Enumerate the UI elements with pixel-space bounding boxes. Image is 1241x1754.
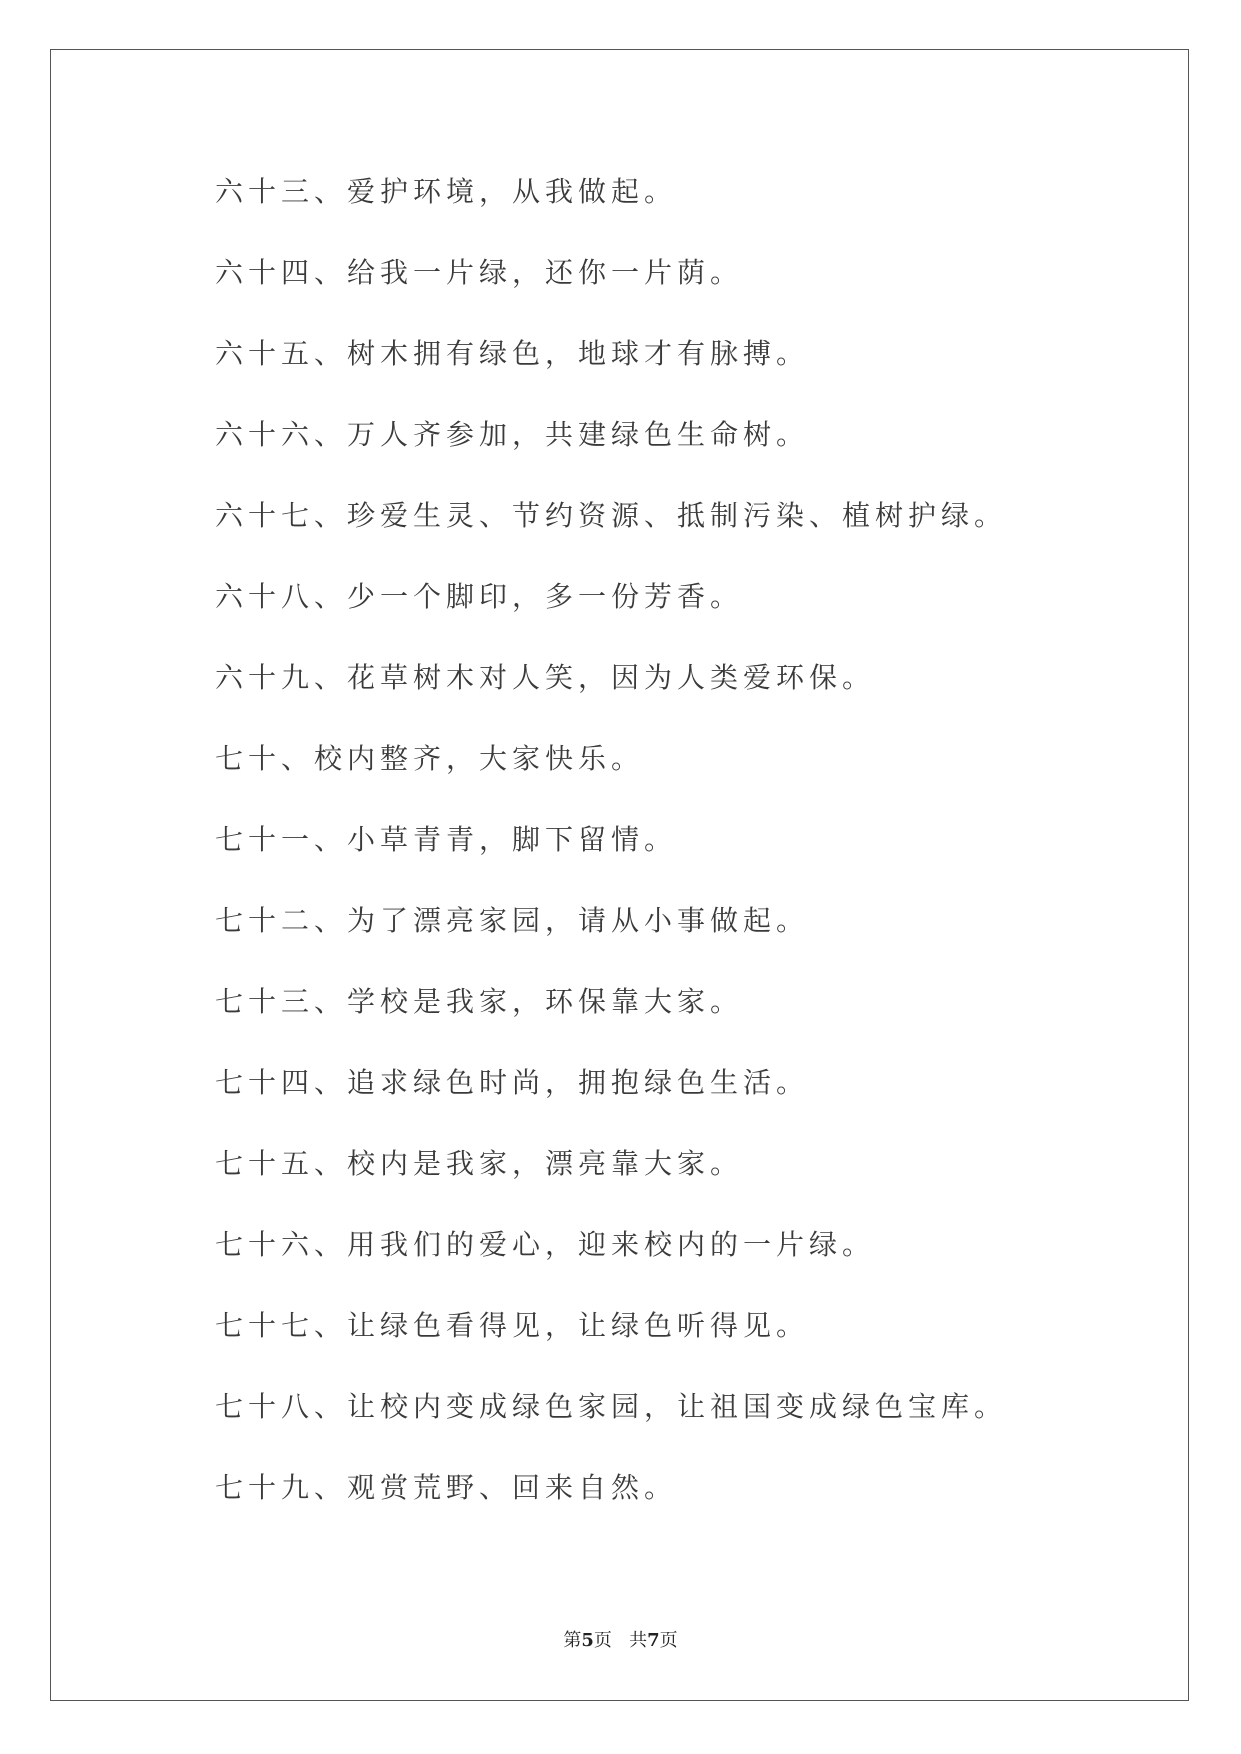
page-prefix: 第 bbox=[563, 1630, 582, 1651]
slogan-line: 七十一、小草青青，脚下留情。 bbox=[215, 823, 678, 856]
slogan-line: 七十三、学校是我家，环保靠大家。 bbox=[215, 985, 744, 1018]
slogan-line: 七十七、让绿色看得见，让绿色听得见。 bbox=[215, 1309, 810, 1342]
slogan-line: 七十九、观赏荒野、回来自然。 bbox=[215, 1471, 678, 1504]
slogan-line: 七十八、让校内变成绿色家园，让祖国变成绿色宝库。 bbox=[215, 1390, 1008, 1423]
slogan-line: 六十四、给我一片绿，还你一片荫。 bbox=[215, 256, 744, 289]
page-footer bbox=[0, 1626, 1241, 1652]
total-suffix: 页 bbox=[659, 1630, 678, 1651]
slogan-line: 七十六、用我们的爱心，迎来校内的一片绿。 bbox=[215, 1228, 876, 1261]
slogan-line: 七十、校内整齐，大家快乐。 bbox=[215, 742, 645, 775]
page-number: 5 bbox=[581, 1630, 594, 1651]
total-prefix: 共 bbox=[629, 1630, 648, 1651]
slogan-line: 七十二、为了漂亮家园，请从小事做起。 bbox=[215, 904, 810, 937]
slogan-line: 六十六、万人齐参加，共建绿色生命树。 bbox=[215, 418, 810, 451]
slogan-line: 六十五、树木拥有绿色，地球才有脉搏。 bbox=[215, 337, 810, 370]
total-pages: 7 bbox=[647, 1630, 660, 1651]
slogan-line: 六十三、爱护环境，从我做起。 bbox=[215, 175, 678, 208]
slogan-line: 六十七、珍爱生灵、节约资源、抵制污染、植树护绿。 bbox=[215, 499, 1008, 532]
slogan-list bbox=[215, 166, 1007, 1543]
page-suffix: 页 bbox=[593, 1630, 612, 1651]
slogan-line: 六十九、花草树木对人笑，因为人类爱环保。 bbox=[215, 661, 876, 694]
slogan-line: 七十五、校内是我家，漂亮靠大家。 bbox=[215, 1147, 744, 1180]
slogan-line: 七十四、追求绿色时尚，拥抱绿色生活。 bbox=[215, 1066, 810, 1099]
slogan-line: 六十八、少一个脚印，多一份芳香。 bbox=[215, 580, 744, 613]
